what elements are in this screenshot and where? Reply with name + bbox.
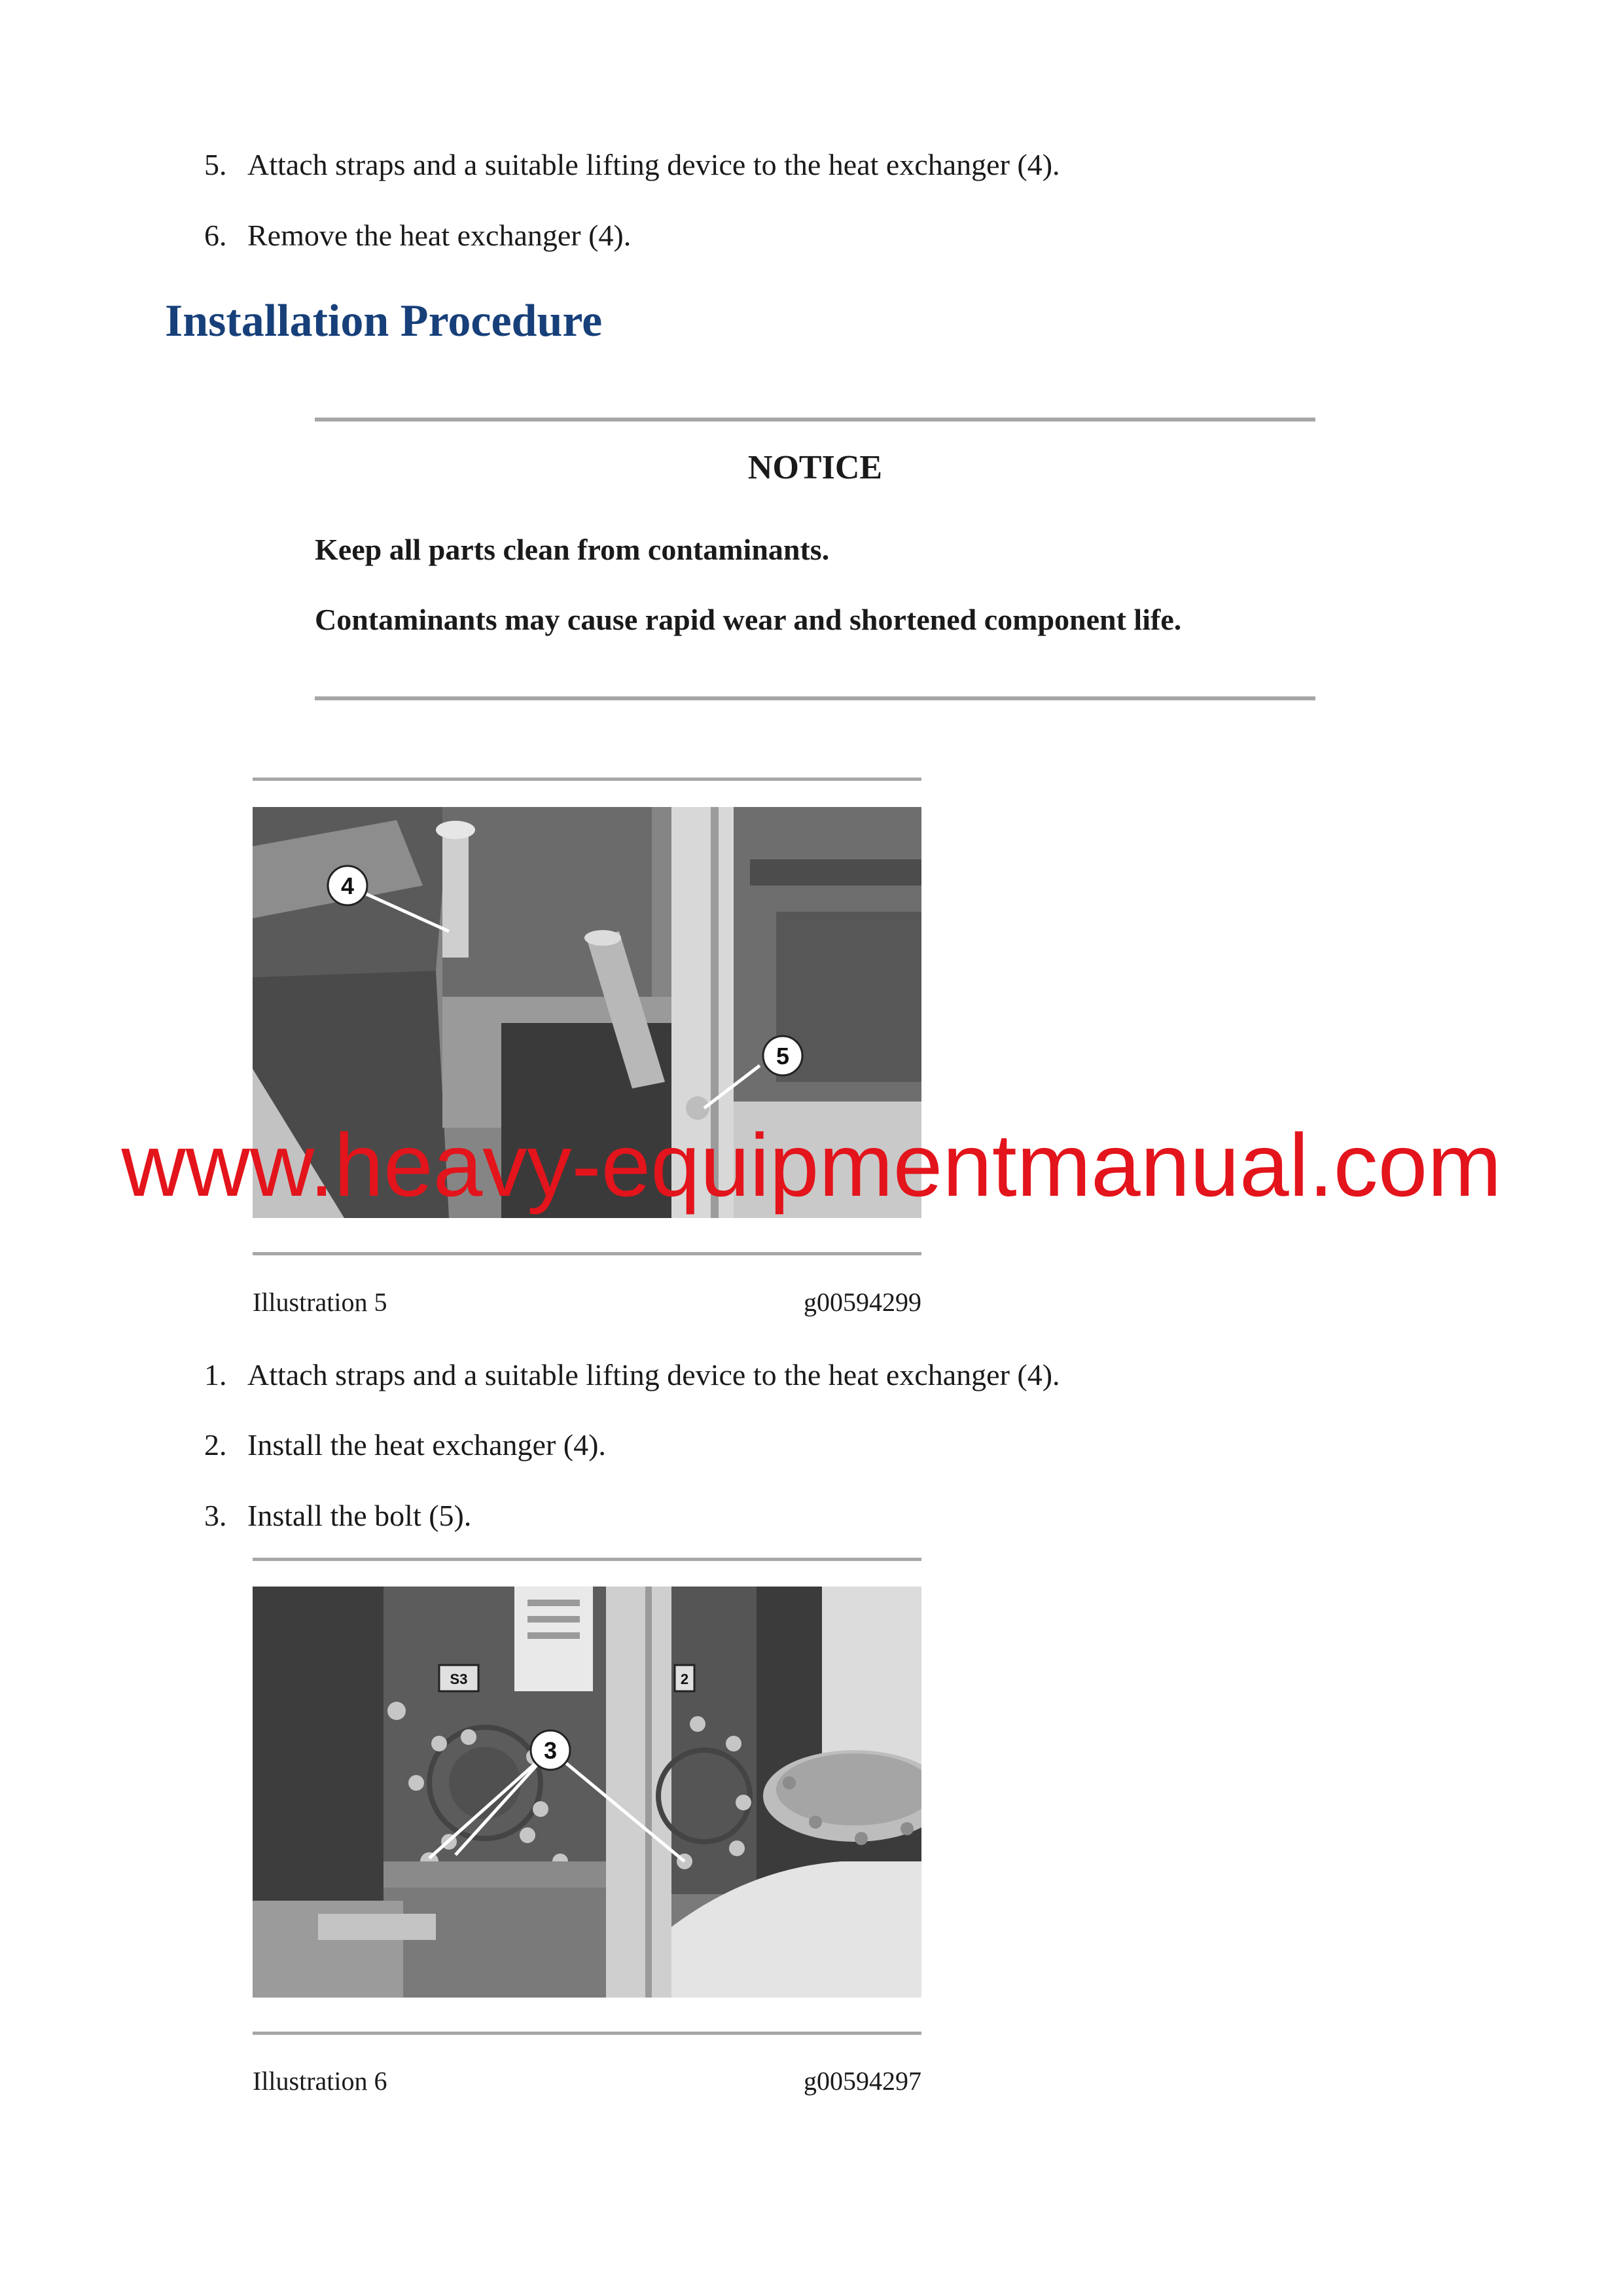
install-step-2 [204, 1427, 606, 1463]
figure-bottom-rule [253, 2032, 921, 2035]
figure-top-rule [253, 1558, 921, 1561]
step-text: Attach straps and a suitable lifting device to the heat exchanger (4). [247, 148, 1060, 181]
install-step-3 [204, 1498, 471, 1534]
illustration-6-caption: Illustration 6 [253, 2066, 387, 2096]
callout-3: 3 [543, 1737, 558, 1764]
removal-step-5 [204, 147, 1060, 183]
notice-line-2: Contaminants may cause rapid wear and shortened component life. [315, 603, 1182, 636]
step-number: 5. [204, 148, 227, 181]
illustration-5-graphic-id: g00594299 [804, 1287, 921, 1317]
callout-4: 4 [340, 872, 355, 899]
notice-line-1: Keep all parts clean from contaminants. [315, 533, 830, 566]
watermark-url: www.heavy-equipmentmanual.com [121, 1115, 1502, 1215]
step-text: Install the heat exchanger (4). [247, 1428, 606, 1462]
figure-bottom-rule [253, 1252, 921, 1255]
section-heading: Installation Procedure [165, 296, 603, 346]
illustration-6-graphic-id: g00594297 [804, 2066, 921, 2096]
flange-bolts-photo-graphic [253, 1587, 921, 1998]
install-step-1 [204, 1357, 1060, 1393]
notice-bottom-rule [315, 696, 1315, 700]
notice-top-rule [315, 418, 1315, 422]
notice-title: NOTICE [747, 449, 883, 486]
plate-label-s3: S3 [450, 1671, 468, 1687]
figure-top-rule [253, 778, 921, 781]
step-number: 1. [204, 1358, 227, 1391]
step-number: 6. [204, 219, 227, 252]
illustration-6-photo [253, 1587, 921, 1998]
illustration-5-caption: Illustration 5 [253, 1287, 387, 1317]
step-number: 3. [204, 1499, 227, 1532]
step-number: 2. [204, 1428, 227, 1462]
plate-label-2: 2 [680, 1671, 689, 1687]
step-text: Attach straps and a suitable lifting device to the heat exchanger (4). [247, 1358, 1060, 1391]
removal-step-6 [204, 217, 631, 254]
step-text: Install the bolt (5). [247, 1499, 472, 1532]
step-text: Remove the heat exchanger (4). [247, 219, 632, 252]
callout-5: 5 [776, 1043, 790, 1069]
